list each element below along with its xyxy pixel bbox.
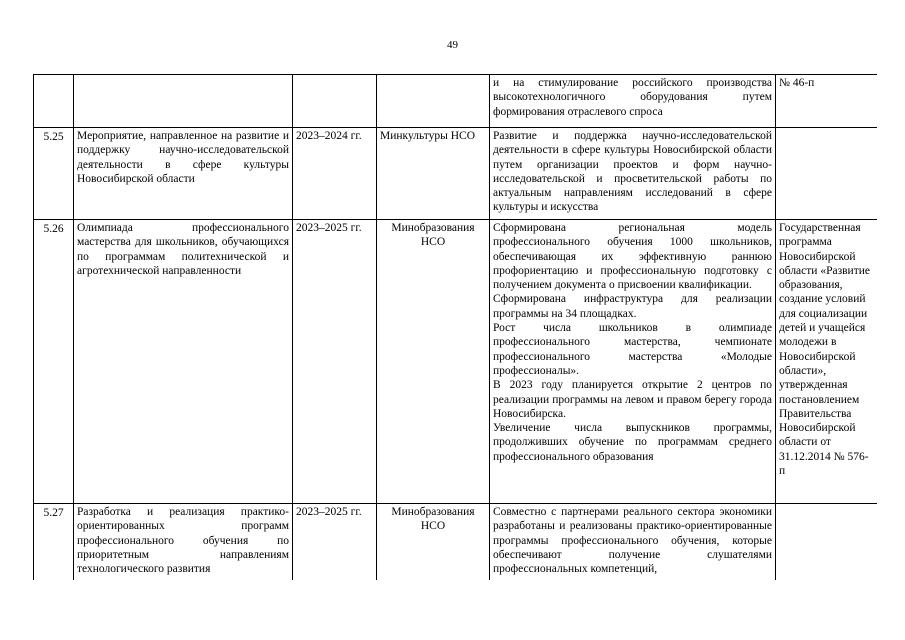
row-number: 5.25 xyxy=(34,128,74,220)
measures-table xyxy=(33,74,877,580)
row-basis xyxy=(776,504,878,581)
table-row xyxy=(34,128,878,220)
table-row xyxy=(34,220,878,504)
result-paragraph: Совместно с партнерами реального сектора экономики разработаны и реализованы практико-ориентированные программы профессионального обучения, которые обеспечивают получение слушателями профессиональных компетенций, xyxy=(493,506,772,576)
row-title: Олимпиада профессионального мастерства для школьников, обучающихся по программам политехнической и агротехнической направленности xyxy=(74,220,293,504)
row-executor: Минобразования НСО xyxy=(377,220,490,504)
row-basis: № 46-п xyxy=(776,75,878,128)
result-paragraph: Рост числа школьников в олимпиаде профессионального мастерства, чемпионате профессионального мастерства «Молодые профессионалы». xyxy=(493,322,772,377)
row-results xyxy=(490,75,776,128)
result-paragraph: Сформирована региональная модель профессионального обучения 1000 школьников, обеспечивающая их эффективную раннюю профориентацию и профессиональную подготовку с получением документа о присвоении квалификации. xyxy=(493,222,772,292)
row-executor: Минкультуры НСО xyxy=(377,128,490,220)
page-number: 49 xyxy=(447,39,458,51)
result-paragraph: Развитие и поддержка научно-исследовательской деятельности в сфере культуры Новосибирской области путем организации проектов и форм научно-исследовательской и просветительской работы по актуальным направлениям исследований в сфере культуры и искусства xyxy=(493,130,772,214)
row-period: 2023–2024 гг. xyxy=(293,128,377,220)
row-title: Разработка и реализация практико-ориентированных программ профессионального обучения по приоритетным направлениям технологического развития xyxy=(74,504,293,581)
row-results xyxy=(490,128,776,220)
row-period: 2023–2025 гг. xyxy=(293,220,377,504)
row-title xyxy=(74,75,293,128)
row-results xyxy=(490,220,776,504)
table-row xyxy=(34,504,878,581)
row-number: 5.27 xyxy=(34,504,74,581)
row-basis xyxy=(776,128,878,220)
row-number xyxy=(34,75,74,128)
table-row xyxy=(34,75,878,128)
row-results xyxy=(490,504,776,581)
row-number: 5.26 xyxy=(34,220,74,504)
result-paragraph: Увеличение числа выпускников программы, продолживших обучение по программам среднего профессионального образования xyxy=(493,422,772,463)
result-paragraph: Сформирована инфраструктура для реализации программы на 34 площадках. xyxy=(493,293,772,320)
row-period xyxy=(293,75,377,128)
row-title: Мероприятие, направленное на развитие и поддержку научно-исследовательской деятельности в сфере культуры Новосибирской области xyxy=(74,128,293,220)
result-paragraph: В 2023 году планируется открытие 2 центров по реализации программы на левом и правом берегу города Новосибирска. xyxy=(493,379,772,420)
result-paragraph: и на стимулирование российского производства высокотехнологичного оборудования путем формирования отраслевого спроса xyxy=(493,77,772,118)
row-executor: Минобразования НСО xyxy=(377,504,490,581)
measures-table-wrapper xyxy=(33,74,877,580)
row-basis: Государственная программа Новосибирской области «Развитие образования, создание условий для социализации детей и учащейся молодежи в Новосибирской области», утвержденная постановлением Правительства Новосибирской области от 31.12.2014 № 576-п xyxy=(776,220,878,504)
row-period: 2023–2025 гг. xyxy=(293,504,377,581)
row-executor xyxy=(377,75,490,128)
